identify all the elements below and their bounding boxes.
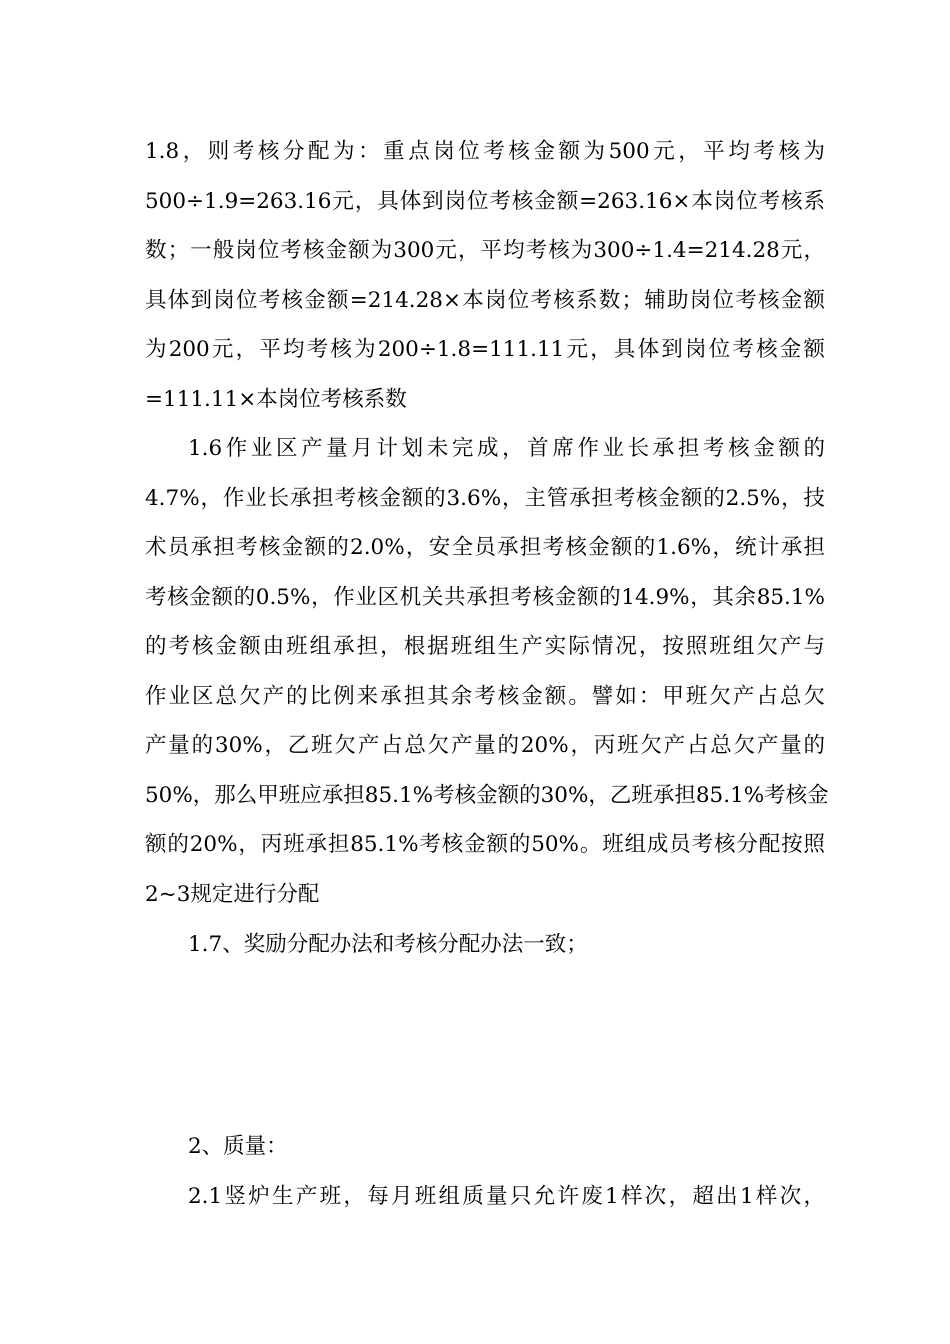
text-line: =111.11×本岗位考核系数 (145, 386, 407, 412)
text-line: 1.6作业区产量月计划未完成，首席作业长承担考核金额的 (188, 436, 825, 461)
text-line: 额的20%，丙班承担85.1%考核金额的50%。班组成员考核分配按照 (145, 832, 825, 857)
paragraph-2-1 (145, 1172, 825, 1222)
text-line: 具体到岗位考核金额=214.28×本岗位考核系数；辅助岗位考核金额 (145, 287, 825, 313)
text-line: 500÷1.9=263.16元，具体到岗位考核金额=263.16×本岗位考核系 (145, 188, 825, 214)
text-line: 术员承担考核金额的2.0%，安全员承担考核金额的1.6%，统计承担 (145, 535, 825, 560)
text-line: 数；一般岗位考核金额为300元，平均考核为300÷1.4=214.28元， (145, 238, 825, 263)
text-line: 4.7%，作业长承担考核金额的3.6%，主管承担考核金额的2.5%，技 (145, 485, 825, 511)
text-line: 的考核金额由班组承担，根据班组生产实际情况，按照班组欠产与 (145, 634, 825, 659)
text-line: 作业区总欠产的比例来承担其余考核金额。譬如：甲班欠产占总欠 (145, 683, 825, 709)
text-line: 2.1竖炉生产班，每月班组质量只允许废1样次，超出1样次， (188, 1184, 825, 1209)
text-line: 2、质量： (188, 1134, 288, 1159)
text-line: 产量的30%，乙班欠产占总欠产量的20%，丙班欠产占总欠产量的 (145, 733, 825, 758)
text-line: 1.8，则考核分配为：重点岗位考核金额为500元，平均考核为 (145, 139, 825, 164)
heading-2-quality (145, 1122, 825, 1172)
text-line: 考核金额的0.5%，作业区机关共承担考核金额的14.9%，其余85.1% (145, 584, 825, 610)
paragraph-1-5-continued (145, 127, 825, 424)
text-line: 1.7、奖励分配办法和考核分配办法一致； (188, 932, 588, 957)
text-line: 2~3规定进行分配 (145, 881, 320, 907)
text-line: 为200元，平均考核为200÷1.8=111.11元，具体到岗位考核金额 (145, 337, 825, 362)
text-line: 50%，那么甲班应承担85.1%考核金额的30%，乙班承担85.1%考核金 (145, 782, 829, 808)
paragraph-1-7 (145, 920, 825, 970)
paragraph-1-6 (145, 424, 829, 919)
